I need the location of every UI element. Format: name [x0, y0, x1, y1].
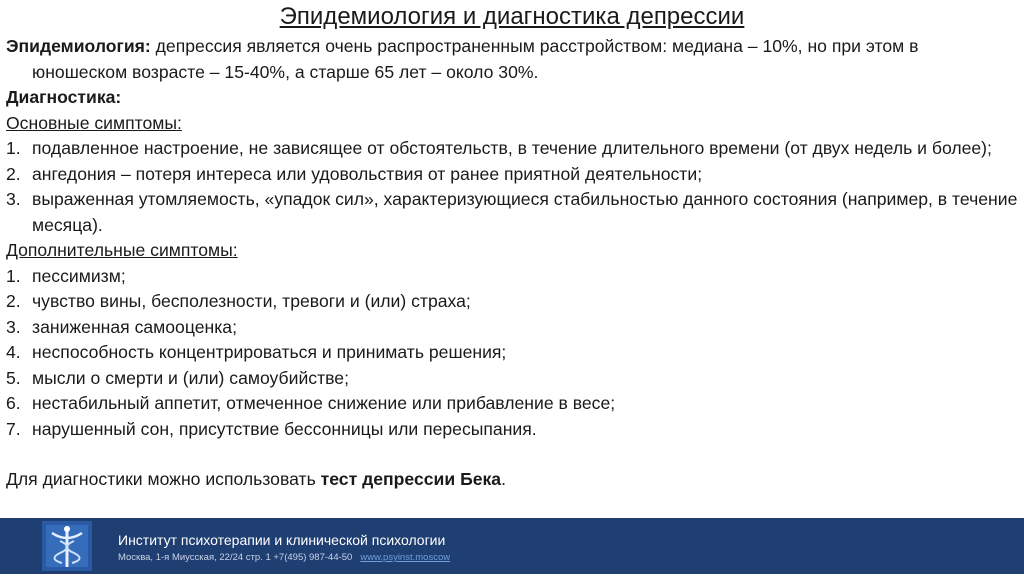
footer-bar [0, 518, 1024, 574]
list-item-text: пессимизм; [32, 265, 126, 286]
epidemiology-text: депрессия является очень распространенным расстройством: медиана – 10%, но при этом в юношеском возрасте – 15-40%, а старше 65 лет – около 30%. [32, 36, 919, 82]
additional-symptoms-list [6, 264, 1018, 443]
diagnostics-label: Диагностика: [6, 87, 122, 107]
list-item-number: 6. [6, 393, 21, 413]
slide-title: Эпидемиология и диагностика депрессии [279, 3, 745, 30]
list-item-number: 7. [6, 418, 21, 439]
spacer [6, 442, 1018, 467]
institute-logo-icon [42, 521, 92, 571]
list-item-text: заниженная самооценка; [32, 316, 237, 337]
list-item-text: нестабильный аппетит, отмеченное снижение или прибавление в весе; [32, 393, 616, 413]
list-item-text: мысли о смерти и (или) самоубийстве; [32, 367, 349, 388]
list-item-number: 3. [6, 316, 21, 337]
list-item [6, 417, 1018, 443]
main-symptoms-list [6, 136, 1018, 238]
list-item [6, 289, 1018, 315]
conclusion-text: Для диагностики можно использовать [6, 469, 321, 489]
list-item-number: 2. [6, 163, 21, 184]
list-item-number: 5. [6, 367, 21, 388]
epidemiology-paragraph [6, 34, 1018, 85]
list-item [6, 366, 1018, 392]
list-item [6, 162, 1018, 188]
list-item [6, 264, 1018, 290]
list-item-text: чувство вины, бесполезности, тревоги и (или) страха; [32, 291, 471, 311]
conclusion-end: . [501, 469, 506, 489]
list-item-text: подавленное настроение, не зависящее от обстоятельств, в течение длительного времени (от двух недель и более); [32, 138, 992, 158]
list-item [6, 187, 1018, 238]
slide-content [6, 34, 1018, 493]
list-item-number: 1. [6, 265, 21, 286]
list-item-text: нарушенный сон, присутствие бессонницы или пересыпания. [32, 418, 537, 439]
list-item-text: неспособность концентрироваться и принимать решения; [32, 342, 507, 362]
list-item-text: ангедония – потеря интереса или удовольствия от ранее приятной деятельности; [32, 163, 703, 184]
list-item-number: 4. [6, 342, 21, 362]
additional-symptoms-heading: Дополнительные симптомы: [6, 240, 238, 260]
list-item-text: выраженная утомляемость, «упадок сил», характеризующиеся стабильностью данного состояния (например, в течение месяца). [32, 189, 1018, 235]
main-symptoms-heading: Основные симптомы: [6, 112, 182, 133]
epidemiology-label: Эпидемиология: [6, 36, 151, 56]
conclusion-paragraph [6, 467, 1018, 493]
list-item [6, 391, 1018, 417]
list-item [6, 315, 1018, 341]
list-item [6, 136, 1018, 162]
list-item [6, 340, 1018, 366]
institute-address: Москва, 1-я Миусская, 22/24 стр. 1 +7(495) 987-44-50 [118, 552, 353, 563]
institute-address-line [118, 552, 450, 564]
list-item-number: 1. [6, 138, 21, 158]
institute-website-link[interactable]: www.psyinst.moscow [360, 552, 451, 563]
institute-name: Институт психотерапии и клинической психологии [118, 532, 446, 548]
list-item-number: 3. [6, 189, 21, 209]
list-item-number: 2. [6, 291, 21, 311]
beck-test-name: тест депрессии Бека [320, 469, 502, 489]
